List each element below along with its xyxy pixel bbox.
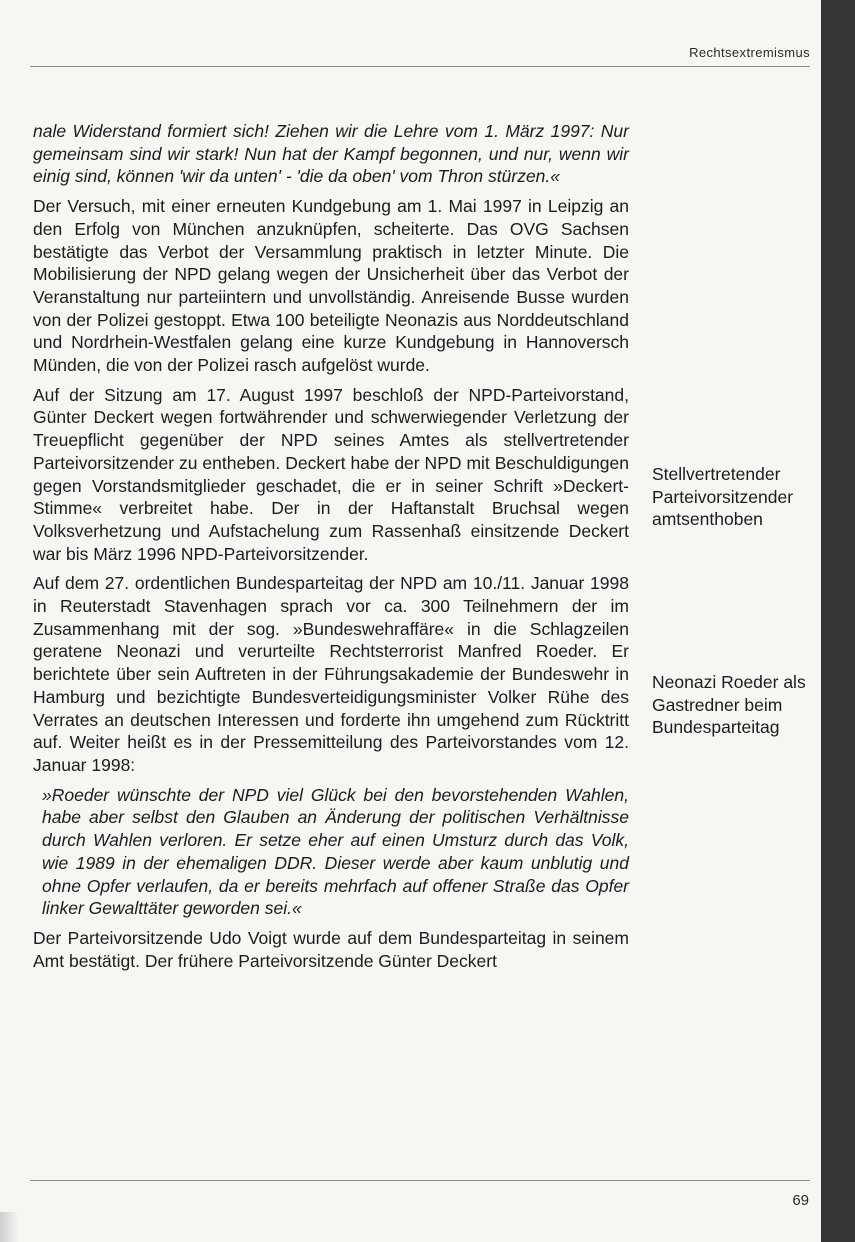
quote-paragraph-roeder: »Roeder wünschte der NPD viel Glück bei den bevorstehenden Wahlen, habe aber selbst den Glauben an Änderung der politischen Verhältnisse durch Wahlen verloren. Er setze eher auf einen Umsturz durch das Volk, wie 1989 in der ehemaligen DDR. Dieser werde aber kaum unblutig und ohne Opfer verlaufen, da er bereits mehrfach auf offener Straße das Opfer linker Gewalttäter geworden sei.« [42, 784, 629, 919]
footer-rule [30, 1180, 810, 1181]
body-paragraph-deckert: Auf der Sitzung am 17. August 1997 beschloß der NPD-Parteivorstand, Günter Deckert wegen fortwährender und schwerwiegender Verletzung der Treuepflicht gegenüber der NPD seines Amtes als stellvertretender Parteivorsitzender zu entheben. Deckert habe der NPD mit Beschuldigungen gegen Vorstandsmitglieder geschadet, die er in seiner Schrift »Deckert-Stimme« verbreitet habe. Der in der Haftanstalt Bruchsal wegen Volksverhetzung und Aufstachelung zum Rassenhaß einsitzende Deckert war bis März 1996 NPD-Parteivorsitzender. [33, 384, 629, 564]
body-paragraph-bundesparteitag: Auf dem 27. ordentlichen Bundesparteitag der NPD am 10./11. Januar 1998 in Reuterstadt Stavenhagen sprach vor ca. 300 Teilnehmern der im Zusammenhang mit der sog. »Bundeswehraffäre« in die Schlagzeilen geratene Neonazi und verurteilte Rechtsterrorist Manfred Roeder. Er berichtete über sein Auftreten in der Führungsakademie der Bundeswehr in Hamburg und bezichtigte Bundesverteidigungsminister Volker Rühe des Verrates an deutschen Interessen und forderte ihn umgehend zum Rücktritt auf. Weiter heißt es in der Pressemitteilung des Parteivorstandes vom 12. Januar 1998: [33, 573, 629, 775]
scan-edge-bar [821, 0, 855, 1242]
quote-paragraph-1: nale Widerstand formiert sich! Ziehen wir die Lehre vom 1. März 1997: Nur gemeinsam sind wir stark! Nun hat der Kampf begonnen, und nur, wenn wir einig sind, können 'wir da unten' - 'die da oben' vom Thron stürzen.« [33, 121, 629, 187]
margin-note-roeder: Neonazi Roeder als Gastredner beim Bundesparteitag [652, 672, 806, 738]
scan-corner-shadow [0, 1212, 18, 1242]
margin-note-amtsenthoben: Stellvertretender Parteivorsitzender amtsenthoben [652, 464, 794, 530]
body-paragraph-leipzig: Der Versuch, mit einer erneuten Kundgebung am 1. Mai 1997 in Leipzig an den Erfolg von München anzuknüpfen, scheiterte. Das OVG Sachsen bestätigte das Verbot der Versammlung praktisch in letzter Minute. Die Mobilisierung der NPD gelang wegen der Unsicherheit über das Verbot der Veranstaltung nur parteiintern und unvollständig. Anreisende Busse wurden von der Polizei gestoppt. Etwa 100 beteiligte Neonazis aus Norddeutschland und Nordrhein-Westfalen gelang eine kurze Kundgebung in Hannoversch Münden, die von der Polizei rasch aufgelöst wurde. [33, 196, 629, 376]
page-number: 69 [792, 1192, 809, 1209]
header-rule [30, 66, 810, 67]
running-header-title: Rechtsextremismus [689, 45, 810, 60]
main-text-column [33, 120, 629, 979]
body-paragraph-voigt: Der Parteivorsitzende Udo Voigt wurde auf dem Bundesparteitag in seinem Amt bestätigt. Der frühere Parteivorsitzende Günter Deckert [33, 927, 629, 971]
